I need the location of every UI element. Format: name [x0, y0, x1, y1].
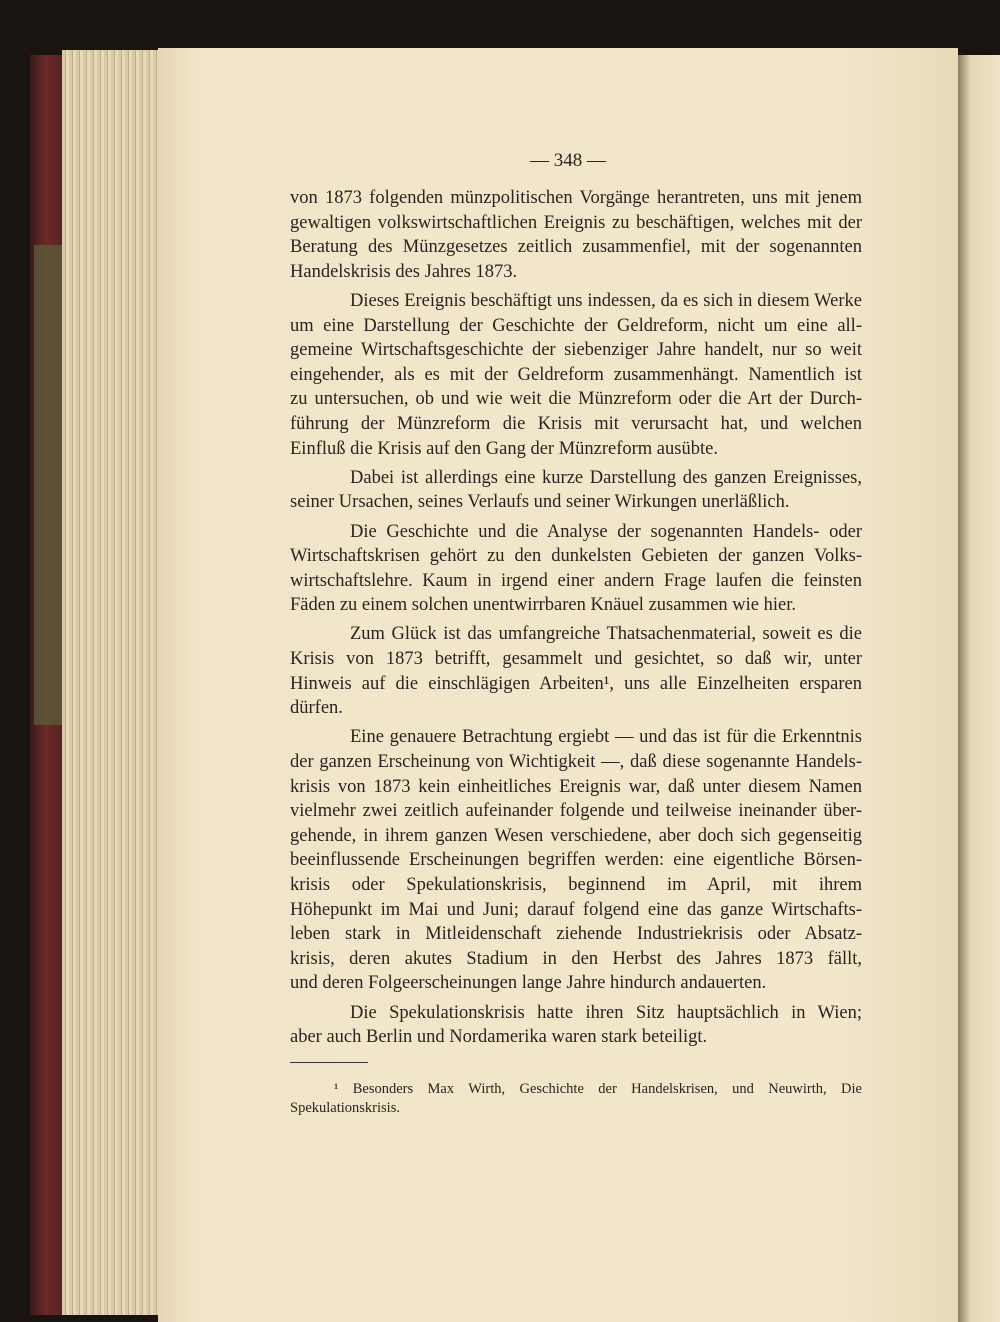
text-line: gewaltigen volkswirtschaftlichen Ereignis zu beschäftigen, welches mit der — [290, 212, 862, 233]
text-line: Beratung des Münzgesetzes zeitlich zusammenfiel, mit der sogenannten — [290, 237, 862, 258]
footnote-rule — [290, 1062, 368, 1063]
paragraph — [290, 1001, 862, 1050]
text-line: Zum Glück ist das umfangreiche Thatsachenmaterial, soweit es die — [350, 624, 862, 645]
text-line: Handelskrisis des Jahres 1873. — [290, 261, 518, 282]
text-line: Die Geschichte und die Analyse der sogenannten Handels- oder — [350, 521, 862, 542]
footnote-line: Spekulationskrisis. — [290, 1100, 400, 1116]
text-line: Dabei ist allerdings eine kurze Darstellung des ganzen Ereignisses, — [350, 467, 862, 488]
text-line: leben stark in Mitleidenschaft ziehende Industriekrisis oder Absatz- — [290, 924, 862, 945]
text-line: Wirtschaftskrisen gehört zu den dunkelsten Gebieten der ganzen Volks- — [290, 546, 862, 567]
text-line: gemeine Wirtschaftsgeschichte der siebenziger Jahre handelt, nur so weit — [290, 340, 862, 361]
facing-page-edge — [958, 55, 1000, 1322]
text-line: beeinflussende Erscheinungen begriffen werden: eine eigentliche Börsen- — [290, 850, 862, 871]
text-line: Hinweis auf die einschlägigen Arbeiten¹, uns alle Einzelheiten ersparen — [290, 673, 862, 694]
paragraph — [290, 289, 862, 461]
page-number: — 348 — — [530, 150, 606, 171]
paragraph — [290, 466, 862, 515]
paragraph — [290, 622, 862, 720]
text-line: der ganzen Erscheinung von Wichtigkeit —, daß diese sogenannte Handels- — [290, 752, 862, 773]
text-line: Eine genauere Betrachtung ergiebt — und das ist für die Erkenntnis — [350, 727, 862, 748]
text-line: aber auch Berlin und Nordamerika waren stark beteiligt. — [290, 1027, 708, 1048]
text-line: Dieses Ereignis beschäftigt uns indessen, da es sich in diesem Werke — [350, 290, 862, 311]
text-line: vielmehr zwei zeitlich aufeinander folgende und teilweise ineinander über- — [290, 801, 862, 822]
text-line: und deren Folgeerscheinungen lange Jahre hindurch andauerten. — [290, 973, 767, 994]
footnote — [290, 1080, 862, 1118]
text-line: zu untersuchen, ob und wie weit die Münzreform oder die Art der Durch- — [290, 389, 862, 410]
text-line: eingehender, als es mit der Geldreform zusammenhängt. Namentlich ist — [290, 364, 862, 385]
text-line: Einfluß die Krisis auf den Gang der Münzreform ausübte. — [290, 438, 718, 459]
text-line: krisis oder Spekulationskrisis, beginnend im April, mit ihrem — [290, 875, 862, 895]
paragraph — [290, 725, 862, 996]
text-line: dürfen. — [290, 698, 343, 719]
text-line: krisis von 1873 kein einheitliches Ereignis war, daß unter diesem Namen — [290, 776, 862, 797]
body-text — [290, 186, 862, 1054]
text-line: Die Spekulationskrisis hatte ihren Sitz hauptsächlich in Wien; — [350, 1002, 862, 1023]
text-line: von 1873 folgenden münzpolitischen Vorgänge herantreten, uns mit jenem — [290, 188, 862, 208]
footnote-line: ¹ Besonders Max Wirth, Geschichte der Handelskrisen, und Neuwirth, Die — [334, 1081, 862, 1097]
text-line: Höhepunkt im Mai und Juni; darauf folgend eine das ganze Wirtschafts- — [290, 899, 862, 920]
text-line: krisis, deren akutes Stadium in den Herbst des Jahres 1873 fällt, — [290, 948, 862, 969]
binding-cloth — [34, 245, 64, 725]
text-line: seiner Ursachen, seines Verlaufs und seiner Wirkungen unerläßlich. — [290, 492, 790, 513]
text-line: führung der Münzreform die Krisis mit verursacht hat, und welchen — [290, 413, 862, 434]
page-edges — [62, 50, 162, 1315]
paragraph — [290, 520, 862, 618]
text-line: Krisis von 1873 betrifft, gesammelt und gesichtet, so daß wir, unter — [290, 649, 862, 670]
text-line: um eine Darstellung der Geschichte der Geldreform, nicht um eine all- — [290, 315, 862, 336]
text-line: gehende, in ihrem ganzen Wesen verschiedene, aber doch sich gegenseitig — [290, 825, 862, 846]
paragraph — [290, 186, 862, 284]
text-line: Fäden zu einem solchen unentwirrbaren Knäuel zusammen wie hier. — [290, 595, 797, 616]
text-line: wirtschaftslehre. Kaum in irgend einer andern Frage laufen die feinsten — [290, 570, 862, 591]
